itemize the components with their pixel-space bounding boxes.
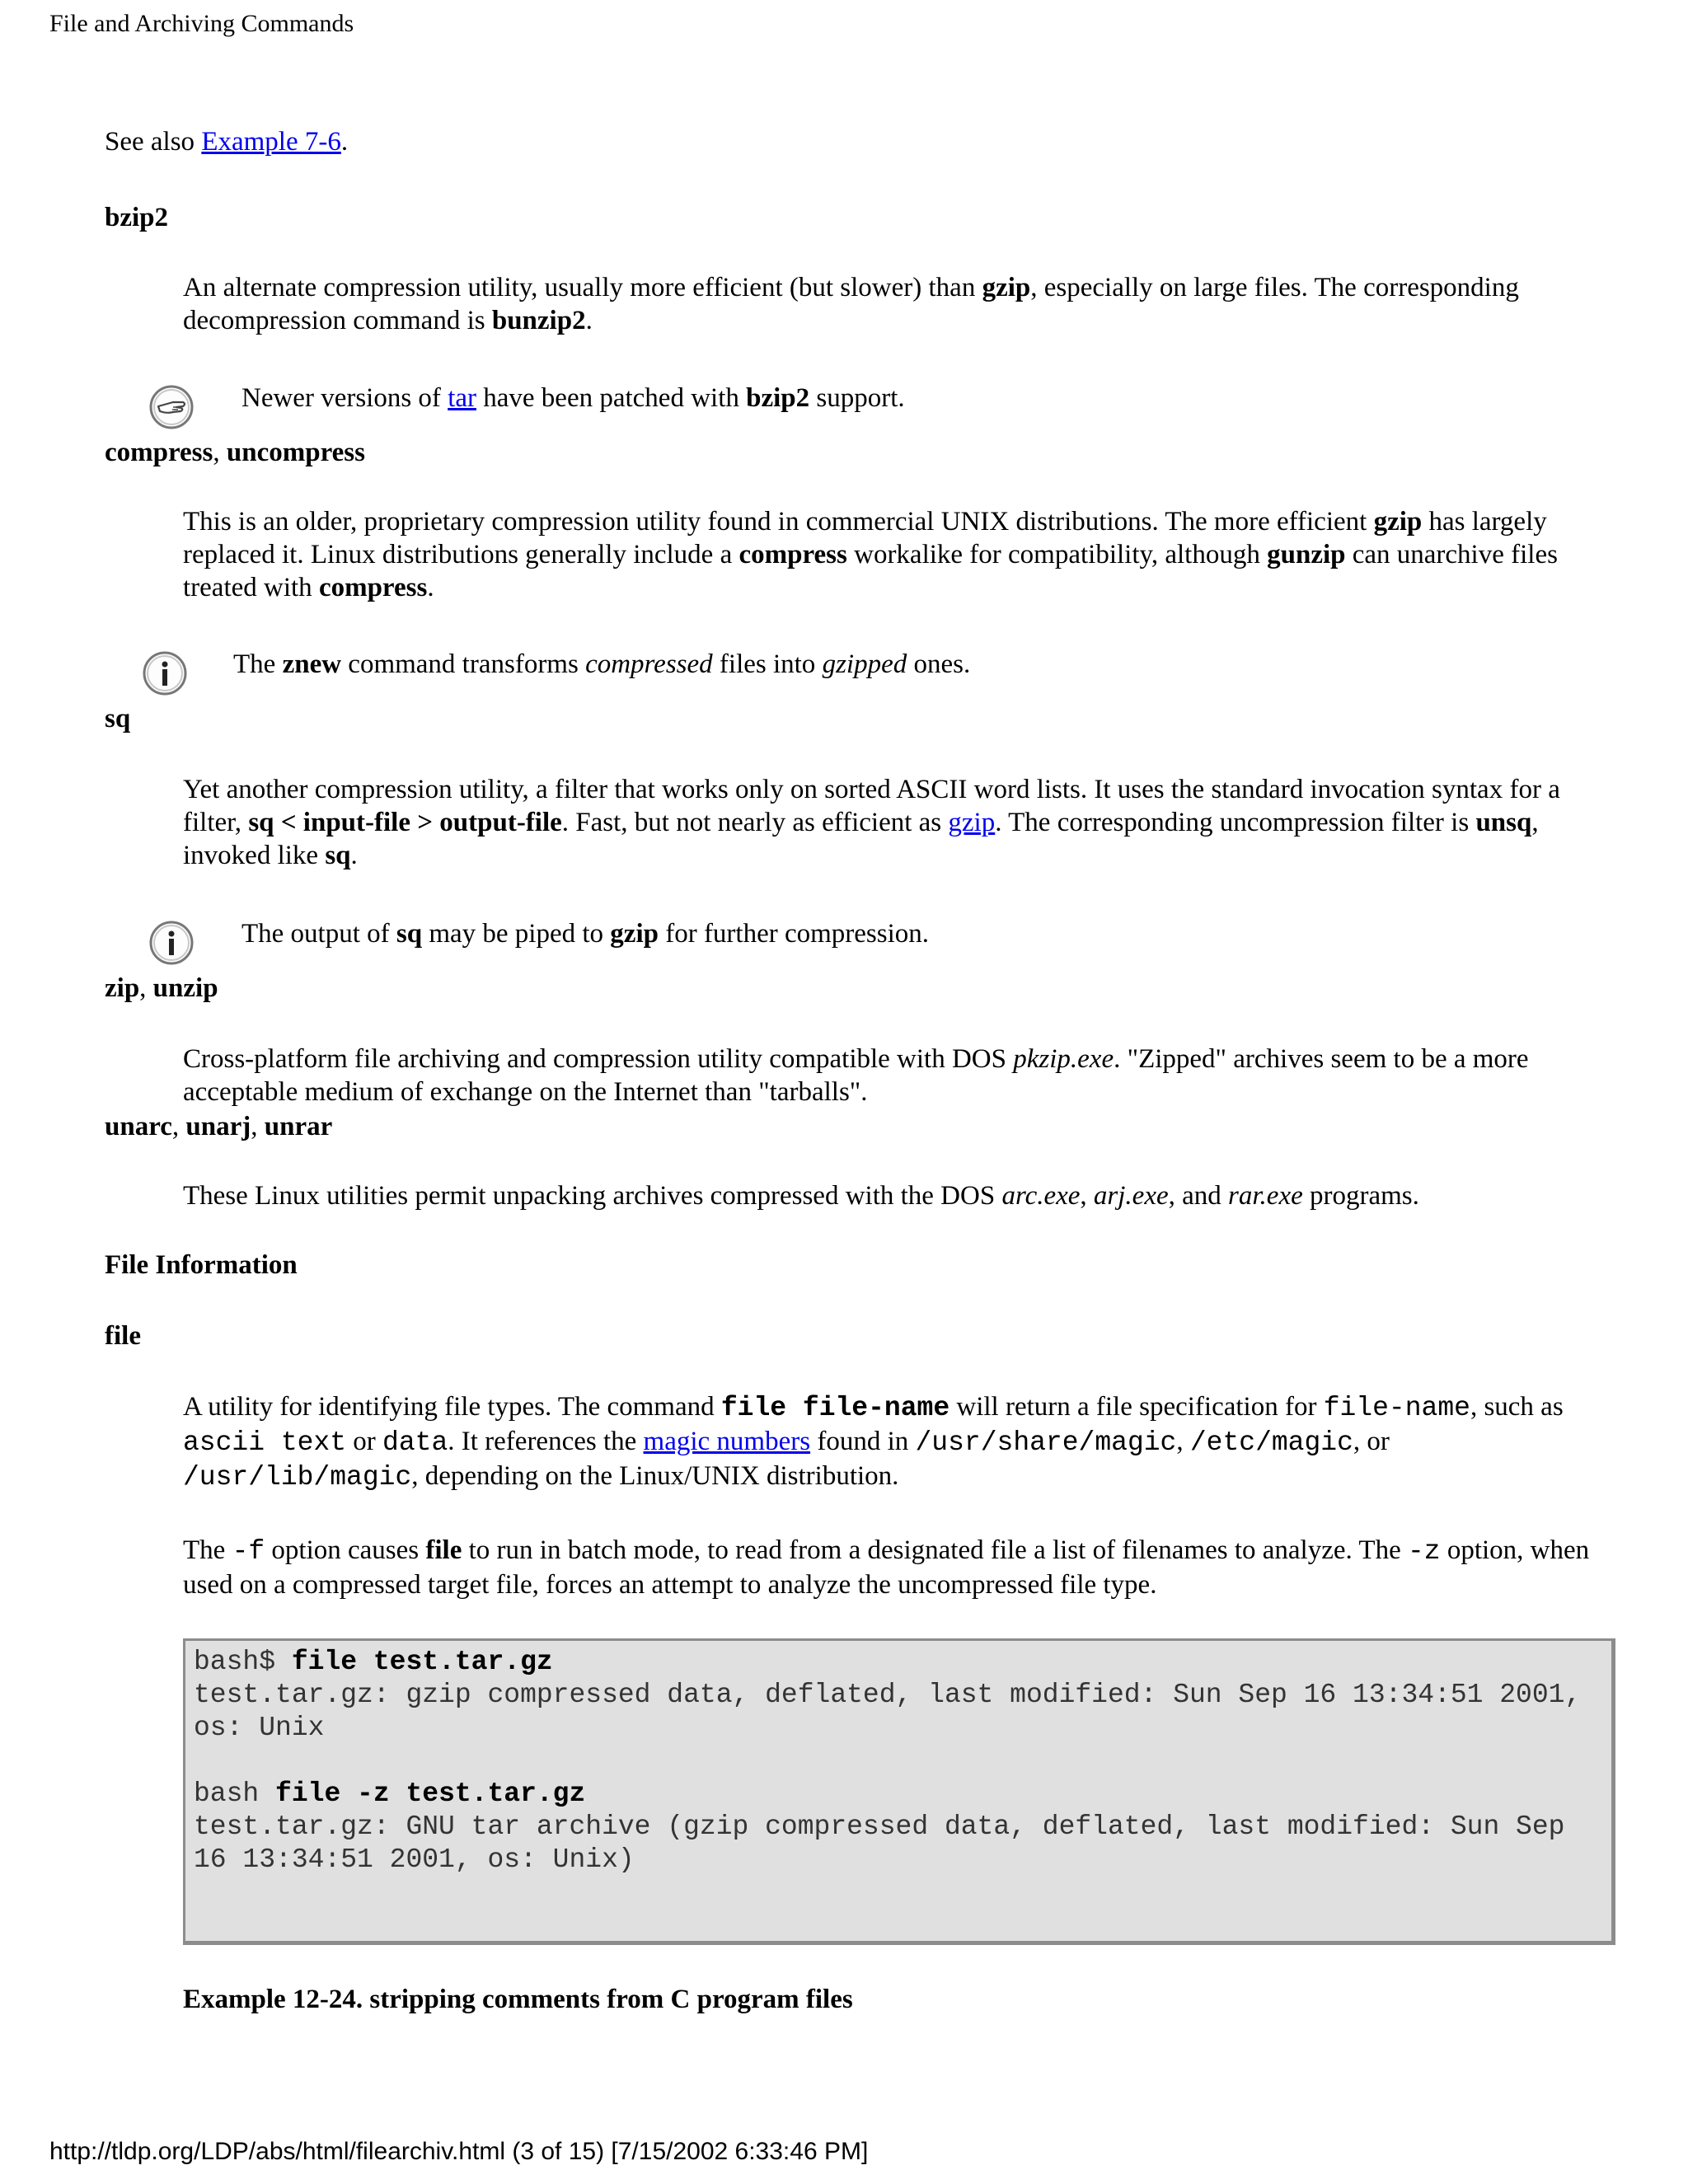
unarc-desc-text-1: These Linux utilities permit unpacking archives compressed with the DOS — [183, 1181, 1002, 1211]
example-7-6-link[interactable]: Example 7-6 — [201, 127, 341, 157]
bzip2-desc-text-2: , especially on large files. The corresponding decompression command is — [183, 273, 1519, 335]
bzip2-note-text-3: support. — [809, 383, 905, 413]
term-unarc-sep-2: , — [251, 1112, 265, 1141]
file-p2-text-4: option, when used on a compressed target file, forces an attempt to analyze the uncompressed file type. — [183, 1535, 1590, 1600]
code-output-line-3: test.tar.gz: GNU tar archive (gzip compressed data, deflated, last modified: Sun Sep — [194, 1811, 1565, 1842]
unarc-desc-comma-1: , — [1080, 1181, 1094, 1211]
file-paragraph-2 — [183, 1534, 1617, 1601]
sq-desc-text-2: . Fast, but not nearly as efficient as — [561, 808, 949, 837]
compress-desc-compress: compress — [738, 540, 847, 569]
compress-note-text-2: command transforms — [341, 649, 586, 679]
term-sq: sq — [105, 704, 131, 733]
bzip2-note-bold: bzip2 — [746, 383, 810, 413]
sq-note-text-2: may be piped to — [422, 919, 611, 949]
file-p1-text-6: found in — [810, 1427, 916, 1456]
bzip2-note-text-1: Newer versions of — [241, 383, 448, 413]
file-p1-text-5: . It references the — [448, 1427, 644, 1456]
footer-url: http://tldp.org/LDP/abs/html/filearchiv.html (3 of 15) [7/15/2002 6:33:46 PM] — [49, 2138, 869, 2165]
file-p1-path-3: /usr/lib/magic — [183, 1462, 412, 1493]
file-p1-command: file file-name — [720, 1393, 950, 1423]
section-heading-file-information: File Information — [105, 1250, 298, 1280]
bzip2-note-text-2: have been patched with — [476, 383, 747, 413]
see-also-prefix: See also — [105, 127, 202, 157]
sq-desc-text-4: , invoked like — [183, 808, 1539, 870]
sq-desc-text-1: Yet another compression utility, a filter that works only on sorted ASCII word lists. It uses the standard invocation syntax for a filter, — [183, 775, 1560, 837]
unarc-desc-rar: rar.exe — [1228, 1181, 1303, 1211]
code-prompt-1: bash$ — [194, 1647, 292, 1677]
compress-note-compressed: compressed — [585, 649, 713, 679]
sq-note-sq: sq — [396, 919, 423, 949]
file-p2-option-f: -f — [232, 1536, 265, 1567]
compress-desc-compress-2: compress — [318, 573, 428, 602]
term-zip — [105, 972, 218, 1005]
sq-note-text-3: for further compression. — [658, 919, 930, 949]
file-p1-path-2: /etc/magic — [1189, 1427, 1353, 1458]
compress-note — [233, 648, 970, 681]
bzip2-note — [241, 382, 905, 415]
term-unarc-3: unrar — [264, 1112, 333, 1141]
unarc-desc-arc: arc.exe — [1001, 1181, 1081, 1211]
compress-note-gzipped: gzipped — [822, 649, 907, 679]
term-file: file — [105, 1321, 141, 1351]
file-p1-path-1: /usr/share/magic — [915, 1427, 1177, 1458]
term-zip-sep: , — [139, 973, 153, 1003]
compress-desc-text-3: workalike for compatibility, although — [846, 540, 1268, 569]
sq-desc-syntax: sq < input-file > output-file — [248, 808, 562, 837]
compress-desc-text-4: can unarchive files treated with — [183, 540, 1558, 602]
code-prompt-2: bash — [194, 1779, 276, 1809]
file-p2-option-z: -z — [1407, 1536, 1441, 1567]
compress-note-text-3: files into — [712, 649, 823, 679]
term-compress — [105, 436, 365, 469]
file-p1-text-3: , such as — [1470, 1392, 1564, 1422]
compress-desc-text-5: . — [427, 573, 434, 602]
unarc-desc-comma-2: , and — [1168, 1181, 1229, 1211]
file-p2-text-3: to run in batch mode, to read from a designated file a list of filenames to analyze. The — [462, 1535, 1408, 1565]
code-output-line-1: test.tar.gz: gzip compressed data, deflated, last modified: Sun Sep 16 13:34:51 2001, — [194, 1680, 1582, 1710]
sq-desc-text-3: . The corresponding uncompression filter is — [995, 808, 1476, 837]
running-header: File and Archiving Commands — [49, 10, 354, 37]
sq-note-text-1: The output of — [241, 919, 396, 949]
unarc-desc-text-2: programs. — [1302, 1181, 1419, 1211]
term-bzip2: bzip2 — [105, 203, 169, 232]
file-p2-text-1: The — [183, 1535, 232, 1565]
tar-link[interactable]: tar — [448, 383, 476, 413]
term-unarc-1: unarc — [105, 1112, 172, 1141]
file-p1-filename: file-name — [1323, 1393, 1470, 1423]
sq-note — [241, 917, 929, 950]
code-output-line-4: 16 13:34:51 2001, os: Unix) — [194, 1844, 635, 1875]
see-also-line — [105, 125, 348, 158]
info-icon — [148, 920, 195, 966]
sq-desc-text-5: . — [350, 841, 358, 870]
term-compress-1: compress — [105, 438, 213, 467]
term-compress-sep: , — [213, 438, 227, 467]
zip-desc-text-2: . "Zipped" archives seem to be a more acceptable medium of exchange on the Internet than "tarballs". — [183, 1044, 1529, 1107]
magic-numbers-link[interactable]: magic numbers — [643, 1427, 811, 1456]
info-icon — [142, 650, 188, 696]
bzip2-desc-text-1: An alternate compression utility, usually more efficient (but slower) than — [183, 273, 982, 302]
example-title: Example 12-24. stripping comments from C program files — [183, 1985, 853, 2014]
code-example-box — [183, 1638, 1615, 1945]
term-zip-2: unzip — [152, 973, 218, 1003]
unarc-desc-arj: arj.exe — [1093, 1181, 1169, 1211]
sq-desc-unsq: unsq — [1475, 808, 1532, 837]
sq-desc-sq: sq — [325, 841, 351, 870]
code-output-line-2: os: Unix — [194, 1713, 325, 1743]
term-compress-2: uncompress — [226, 438, 365, 467]
bzip2-desc-text-3: . — [585, 306, 593, 335]
file-p1-text-9: , depending on the Linux/UNIX distribution. — [411, 1461, 899, 1491]
compress-note-text-1: The — [233, 649, 283, 679]
compress-note-znew: znew — [282, 649, 342, 679]
bzip2-desc-bunzip2: bunzip2 — [491, 306, 586, 335]
file-paragraph-1 — [183, 1390, 1617, 1494]
compress-description — [183, 505, 1601, 604]
compress-desc-text-2: has largely replaced it. Linux distributions generally include a — [183, 507, 1547, 569]
zip-description — [183, 1043, 1601, 1108]
file-p1-ascii-text: ascii text — [183, 1427, 347, 1458]
sq-description — [183, 773, 1601, 872]
unarc-description — [183, 1179, 1601, 1212]
compress-desc-gzip: gzip — [1373, 507, 1423, 537]
compress-note-text-4: ones. — [907, 649, 971, 679]
see-also-suffix: . — [340, 127, 349, 157]
code-listing — [185, 1641, 1611, 1882]
term-zip-1: zip — [105, 973, 140, 1003]
term-unarc — [105, 1110, 332, 1143]
file-p1-text-4: or — [346, 1427, 383, 1456]
file-p2-file: file — [425, 1535, 462, 1565]
file-p1-text-2: will return a file specification for — [950, 1392, 1324, 1422]
compress-desc-gunzip: gunzip — [1267, 540, 1346, 569]
compress-desc-text-1: This is an older, proprietary compression utility found in commercial UNIX distributions. The more efficient — [183, 507, 1374, 537]
term-unarc-2: unarj — [185, 1112, 251, 1141]
note-hand-icon — [148, 384, 195, 430]
code-command-2: file -z test.tar.gz — [275, 1779, 586, 1809]
file-p1-data: data — [382, 1427, 448, 1458]
zip-desc-pkzip: pkzip.exe — [1013, 1044, 1114, 1074]
bzip2-description — [183, 271, 1601, 337]
file-p1-text-7: , — [1176, 1427, 1190, 1456]
bzip2-desc-gzip: gzip — [982, 273, 1031, 302]
zip-desc-text-1: Cross-platform file archiving and compression utility compatible with DOS — [183, 1044, 1014, 1074]
code-command-1: file test.tar.gz — [291, 1647, 553, 1677]
file-p1-text-1: A utility for identifying file types. The command — [183, 1392, 721, 1422]
term-unarc-sep-1: , — [171, 1112, 186, 1141]
file-p1-text-8: , or — [1353, 1427, 1390, 1456]
file-p2-text-2: option causes — [265, 1535, 426, 1565]
sq-note-gzip: gzip — [610, 919, 659, 949]
gzip-link[interactable]: gzip — [948, 808, 996, 837]
